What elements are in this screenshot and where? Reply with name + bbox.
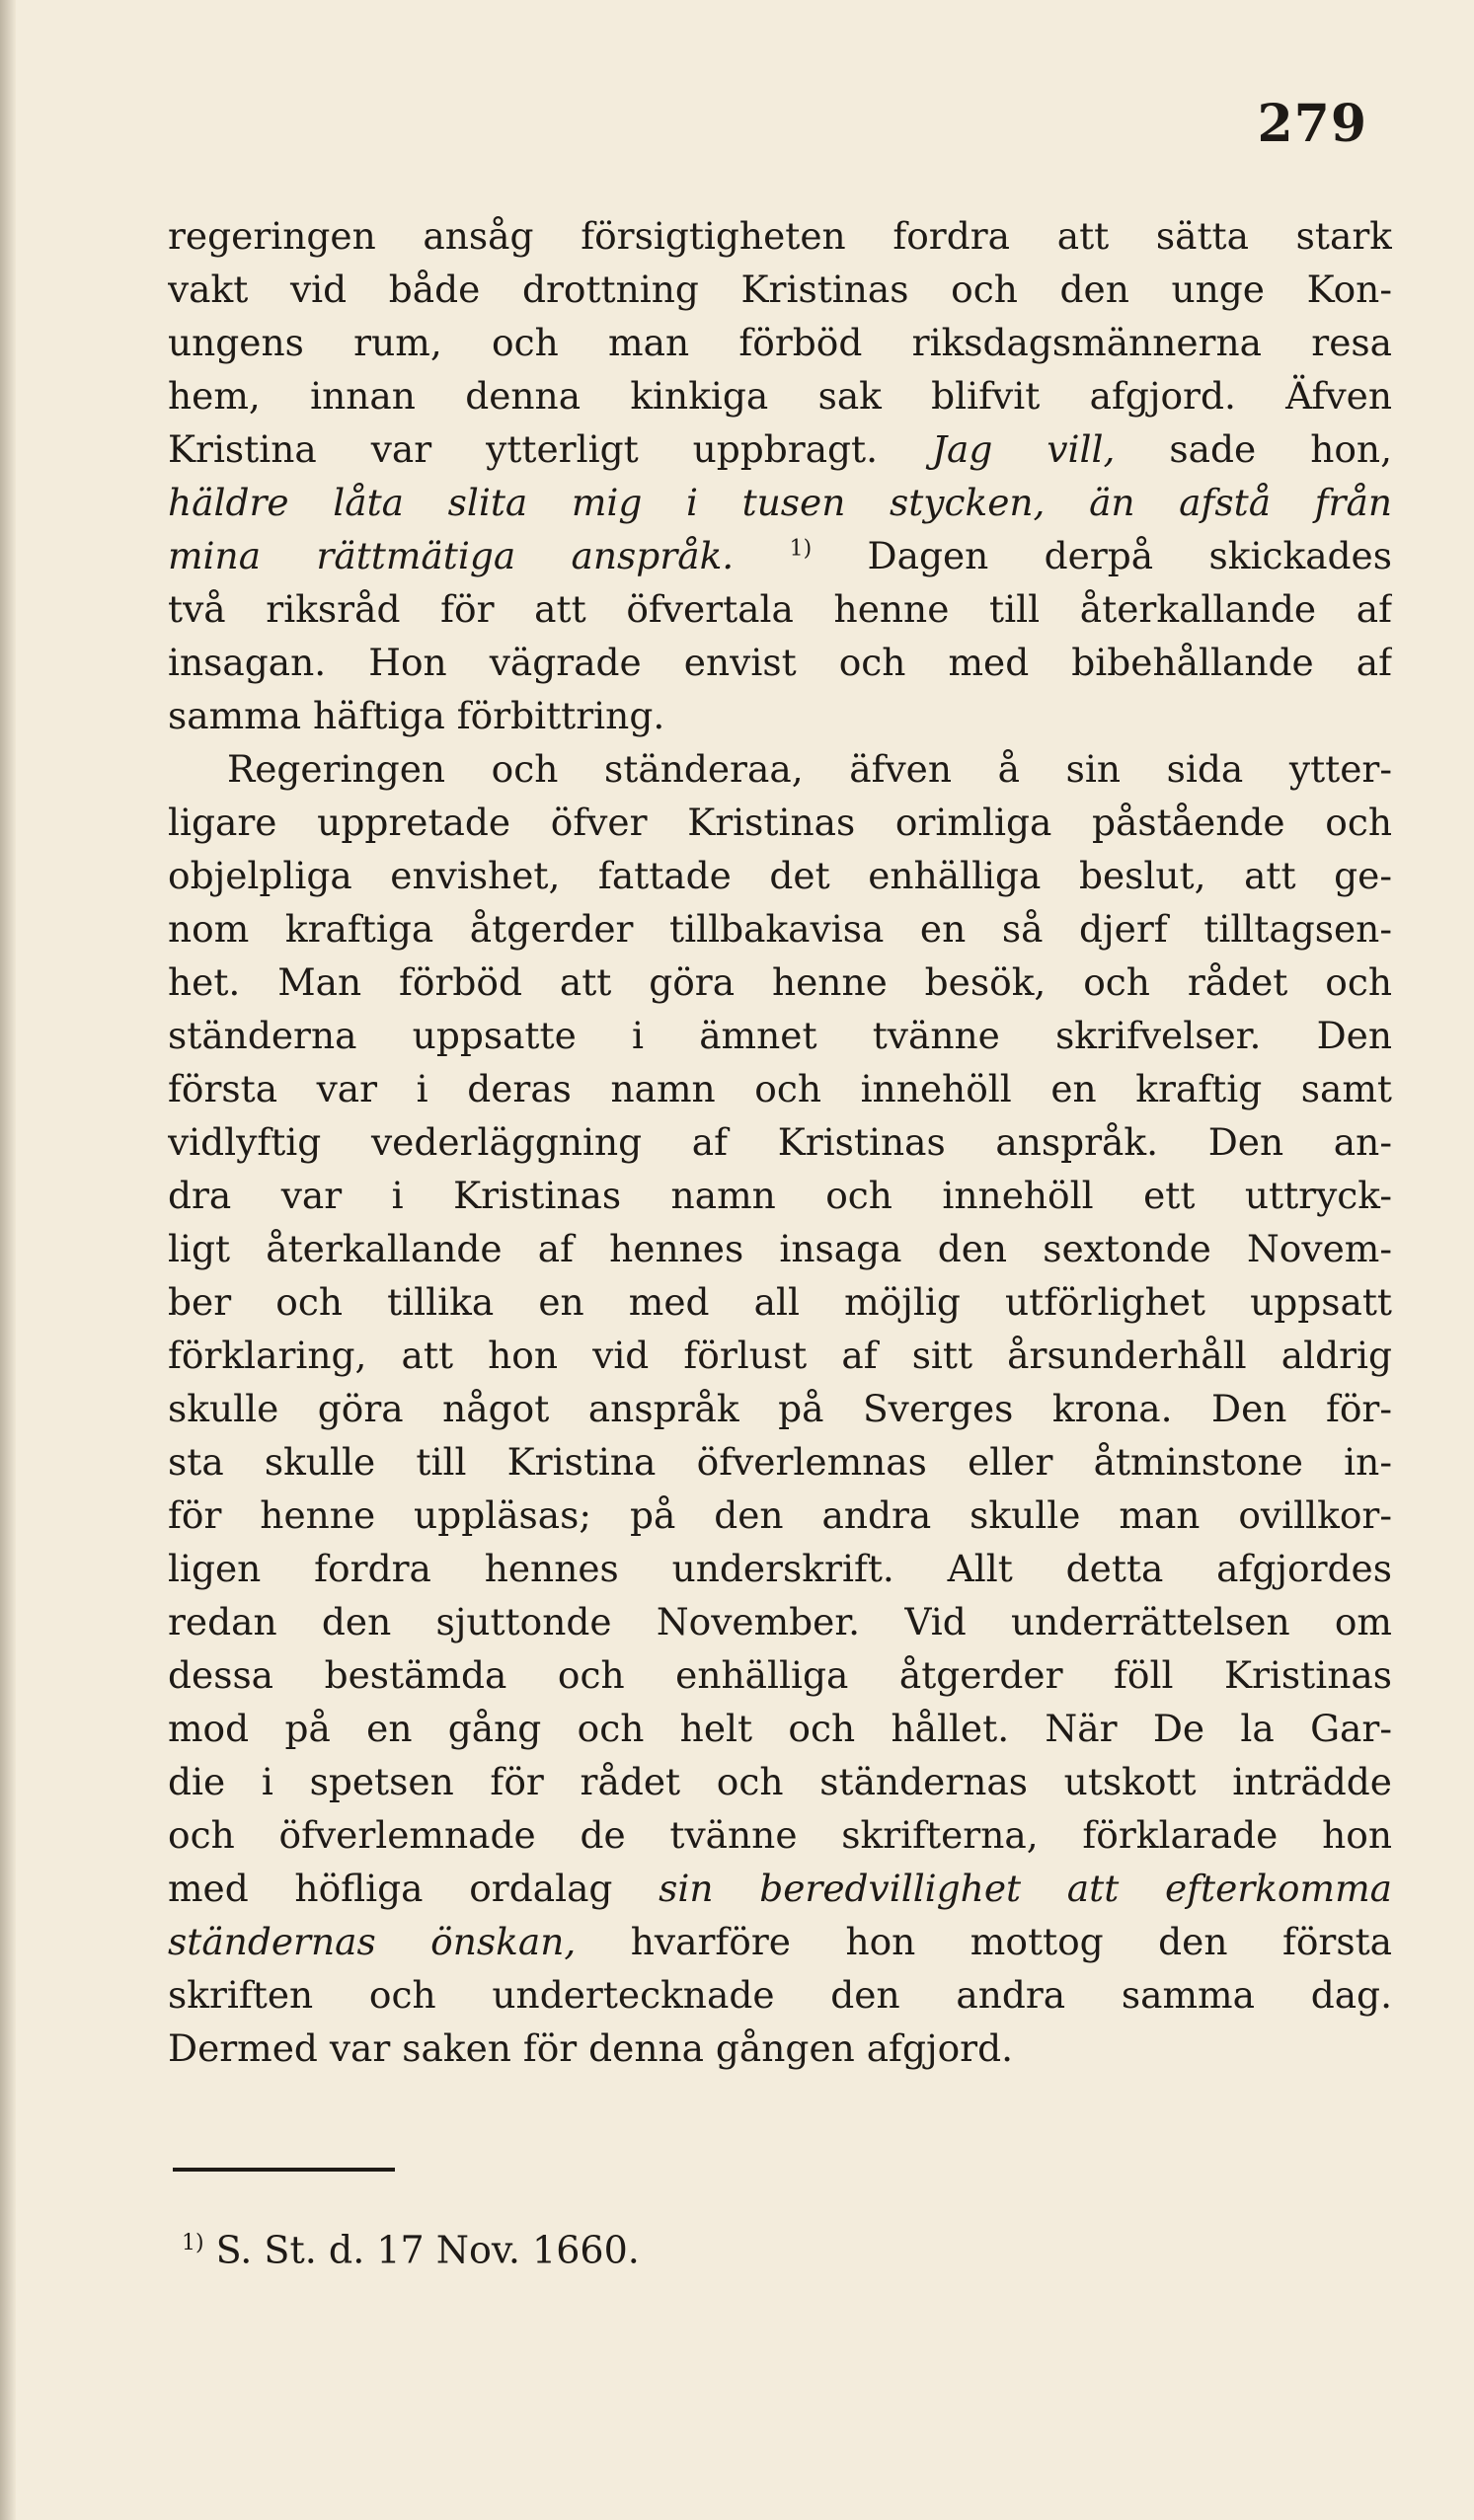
text-segment: för henne uppläsas; på den andra skulle man ovillkor- [168, 1493, 1392, 1537]
text-segment: mod på en gång och helt och hållet. När De la Gar- [168, 1707, 1392, 1750]
body-text [168, 209, 1392, 2075]
footnote-mark: 1) [182, 2231, 204, 2255]
paragraph [168, 209, 1392, 742]
text-line [168, 1275, 1392, 1329]
text-segment: insagan. Hon vägrade envist och med bibehållande af [168, 641, 1392, 684]
text-line [168, 582, 1392, 636]
text-line [168, 1702, 1392, 1755]
footnote-reference: 1) [789, 536, 813, 562]
text-segment: samma häftiga förbittring. [168, 694, 665, 737]
text-line [168, 2022, 1392, 2075]
text-line [168, 1169, 1392, 1222]
text-segment: ligen fordra hennes underskrift. Allt detta afgjordes [168, 1547, 1392, 1590]
text-segment: vidlyftig vederläggning af Kristinas anspråk. Den an- [168, 1120, 1392, 1164]
text-segment: sade hon, [1115, 427, 1392, 471]
footnote-separator [173, 2168, 395, 2172]
text-line [168, 476, 1392, 529]
text-segment: dra var i Kristinas namn och innehöll ett uttryck- [168, 1174, 1392, 1217]
text-segment: Regeringen och ständeraa, äfven å sin sida ytter- [227, 747, 1392, 791]
text-segment: redan den sjuttonde November. Vid underrättelsen om [168, 1600, 1392, 1643]
text-segment: Dagen derpå skickades [812, 534, 1392, 577]
text-segment: objelpliga envishet, fattade det enhälliga beslut, att ge- [168, 854, 1392, 897]
text-line [168, 369, 1392, 422]
text-line [168, 1862, 1392, 1915]
text-line [168, 849, 1392, 902]
text-segment: skriften och undertecknade den andra samma dag. [168, 1973, 1392, 2017]
text-line [168, 422, 1392, 476]
text-segment [734, 534, 789, 577]
footnote-text: S. St. d. 17 Nov. 1660. [215, 2228, 640, 2272]
text-line [168, 263, 1392, 316]
text-segment: skulle göra något anspråk på Sverges krona. Den för- [168, 1387, 1392, 1430]
text-line [168, 1595, 1392, 1648]
text-line [168, 1222, 1392, 1275]
emphasized-text: häldre låta slita mig i tusen stycken, än afstå från [168, 481, 1392, 524]
text-line [168, 636, 1392, 689]
emphasized-text: Jag vill, [932, 427, 1116, 471]
text-line [168, 1968, 1392, 2022]
emphasized-text: ständernas önskan, [168, 1920, 577, 1963]
text-line [168, 1489, 1392, 1542]
text-segment: regeringen ansåg försigtigheten fordra att sätta stark [168, 214, 1392, 258]
text-segment: ber och tillika en med all möjlig utförlighet uppsatt [168, 1280, 1392, 1324]
text-line [168, 1808, 1392, 1862]
text-line [168, 1009, 1392, 1062]
emphasized-text: mina rättmätiga anspråk. [168, 534, 735, 577]
text-segment: ungens rum, och man förböd riksdagsmännerna resa [168, 321, 1392, 364]
text-line [168, 1755, 1392, 1808]
text-line [168, 1915, 1392, 1968]
page-number: 279 [1257, 94, 1367, 154]
text-segment: och öfverlemnade de tvänne skrifterna, förklarade hon [168, 1813, 1392, 1857]
text-line [168, 1062, 1392, 1115]
text-segment: hem, innan denna kinkiga sak blifvit afgjord. Äfven [168, 374, 1392, 418]
text-segment: med höfliga ordalag [168, 1867, 659, 1910]
text-segment: hvarföre hon mottog den första [576, 1920, 1392, 1963]
text-line [168, 902, 1392, 955]
text-line [168, 742, 1392, 796]
text-line [168, 796, 1392, 849]
text-segment: Dermed var saken för denna gången afgjord. [168, 2026, 1013, 2070]
page-gutter [0, 0, 16, 2520]
text-segment: nom kraftiga åtgerder tillbakavisa en så djerf tilltagsen- [168, 907, 1392, 951]
text-segment: sta skulle till Kristina öfverlemnas eller åtminstone in- [168, 1440, 1392, 1484]
text-segment: die i spetsen för rådet och ständernas utskott inträdde [168, 1760, 1392, 1803]
text-line [168, 1329, 1392, 1382]
text-segment: första var i deras namn och innehöll en kraftig samt [168, 1067, 1392, 1110]
text-line [168, 1542, 1392, 1595]
text-line [168, 1435, 1392, 1489]
text-segment: het. Man förböd att göra henne besök, och rådet och [168, 960, 1392, 1004]
text-segment: Kristina var ytterligt uppbragt. [168, 427, 933, 471]
text-segment: ligare uppretade öfver Kristinas orimliga påstående och [168, 801, 1392, 844]
emphasized-text: sin beredvillighet att efterkomma [659, 1867, 1392, 1910]
text-segment: ständerna uppsatte i ämnet tvänne skrifvelser. Den [168, 1014, 1392, 1057]
text-line [168, 209, 1392, 263]
text-segment: ligt återkallande af hennes insaga den sextonde Novem- [168, 1227, 1392, 1270]
text-line [168, 1115, 1392, 1169]
text-segment: två riksråd för att öfvertala henne till återkallande af [168, 587, 1392, 631]
text-line [168, 689, 1392, 742]
text-line [168, 1648, 1392, 1702]
text-line [168, 1382, 1392, 1435]
text-segment: förklaring, att hon vid förlust af sitt årsunderhåll aldrig [168, 1334, 1392, 1377]
text-line [168, 955, 1392, 1009]
footnote [182, 2219, 640, 2275]
text-line [168, 316, 1392, 369]
text-line [168, 529, 1392, 582]
text-segment: vakt vid både drottning Kristinas och den unge Kon- [168, 267, 1392, 311]
text-segment: dessa bestämda och enhälliga åtgerder föll Kristinas [168, 1653, 1392, 1697]
paragraph [168, 742, 1392, 2075]
